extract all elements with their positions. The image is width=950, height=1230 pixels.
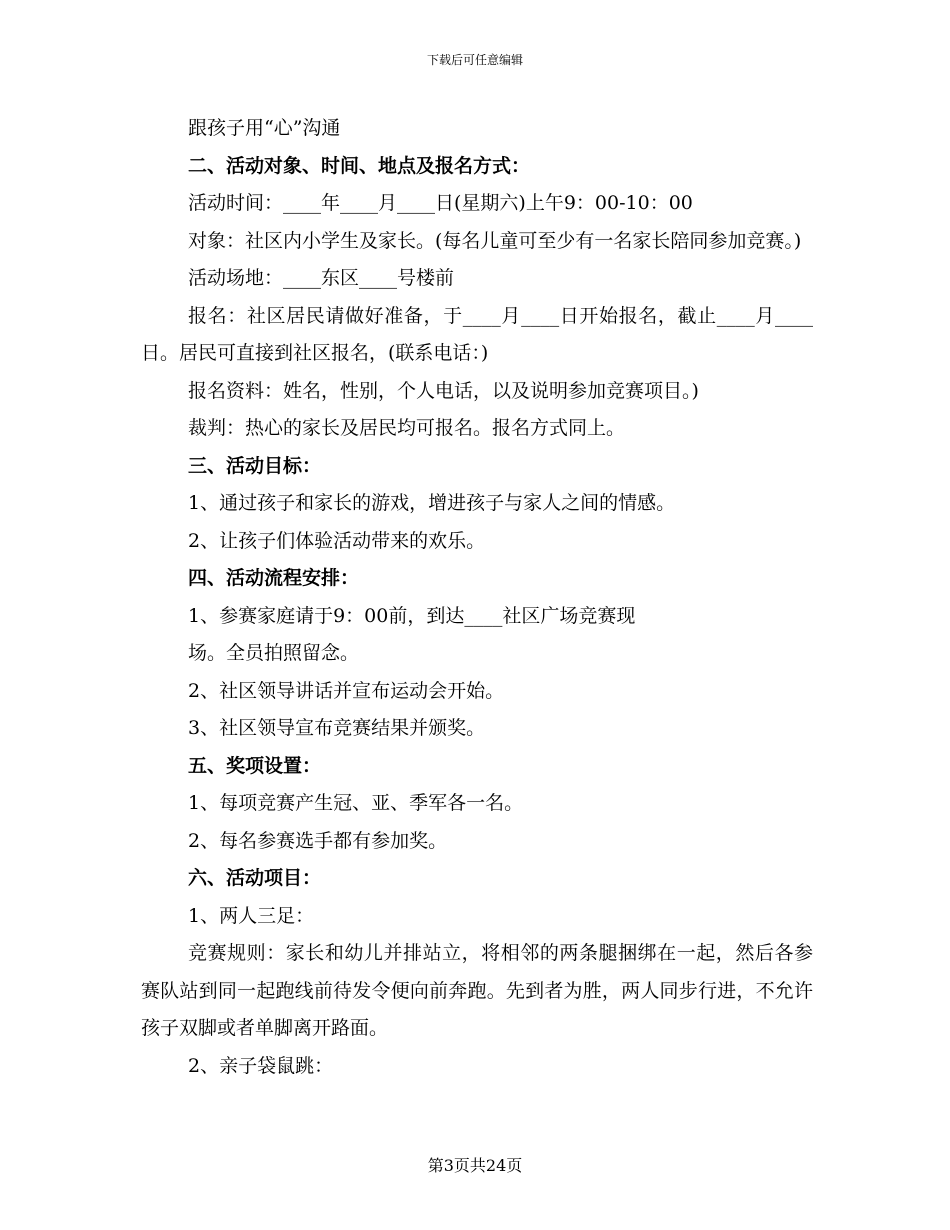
section-heading-6: 六、活动项目： [188, 867, 322, 889]
list-item: 2、社区领导讲话并宣布运动会开始。 [188, 679, 505, 702]
list-item: 2、亲子袋鼠跳： [188, 1054, 334, 1077]
list-item: 1、参赛家庭请于9：00前，到达____社区广场竞赛现 [188, 604, 636, 627]
paragraph-registration: 报名：社区居民请做好准备，于____月____日开始报名，截止____月____日。居民可直接到社区报名，(联系电话：) [141, 304, 813, 364]
section-heading-4: 四、活动流程安排： [188, 567, 360, 589]
list-item: 2、每名参赛选手都有参加奖。 [188, 829, 448, 852]
section-heading-3: 三、活动目标： [188, 454, 322, 477]
paragraph-venue: 活动场地：____东区____号楼前 [188, 267, 455, 289]
list-item-continuation: 场。全员拍照留念。 [188, 642, 360, 664]
document-body [141, 110, 813, 1085]
paragraph-rules: 竞赛规则：家长和幼儿并排站立，将相邻的两条腿捆绑在一起，然后各参赛队站到同一起跑线前待发令便向前奔跑。先到者为胜，两人同步行进，不允许孩子双脚或者单脚离开路面。 [141, 942, 813, 1039]
list-item: 1、通过孩子和家长的游戏，增进孩子与家人之间的情感。 [188, 492, 676, 514]
list-item: 1、两人三足： [188, 904, 315, 927]
page-footer: 第3页共24页 [427, 1156, 523, 1175]
paragraph-referee: 裁判：热心的家长及居民均可报名。报名方式同上。 [188, 417, 626, 439]
section-heading-2: 二、活动对象、时间、地点及报名方式： [188, 154, 531, 177]
paragraph-target: 对象：社区内小学生及家长。(每名儿童可至少有一名家长陪同参加竞赛。) [188, 229, 802, 252]
list-item: 3、社区领导宣布竞赛结果并颁奖。 [188, 717, 486, 739]
section-heading-5: 五、奖项设置： [188, 754, 322, 777]
list-item: 2、让孩子们体验活动带来的欢乐。 [188, 529, 486, 552]
paragraph-title: 跟孩子用“心”沟通 [188, 117, 341, 139]
page-header: 下载后可任意编辑 [426, 53, 523, 67]
paragraph-time: 活动时间：____年____月____日(星期六)上午9：00-10：00 [188, 192, 693, 214]
paragraph-registration-info: 报名资料：姓名，性别，个人电话，以及说明参加竞赛项目。) [188, 379, 699, 402]
list-item: 1、每项竞赛产生冠、亚、季军各一名。 [188, 792, 524, 814]
